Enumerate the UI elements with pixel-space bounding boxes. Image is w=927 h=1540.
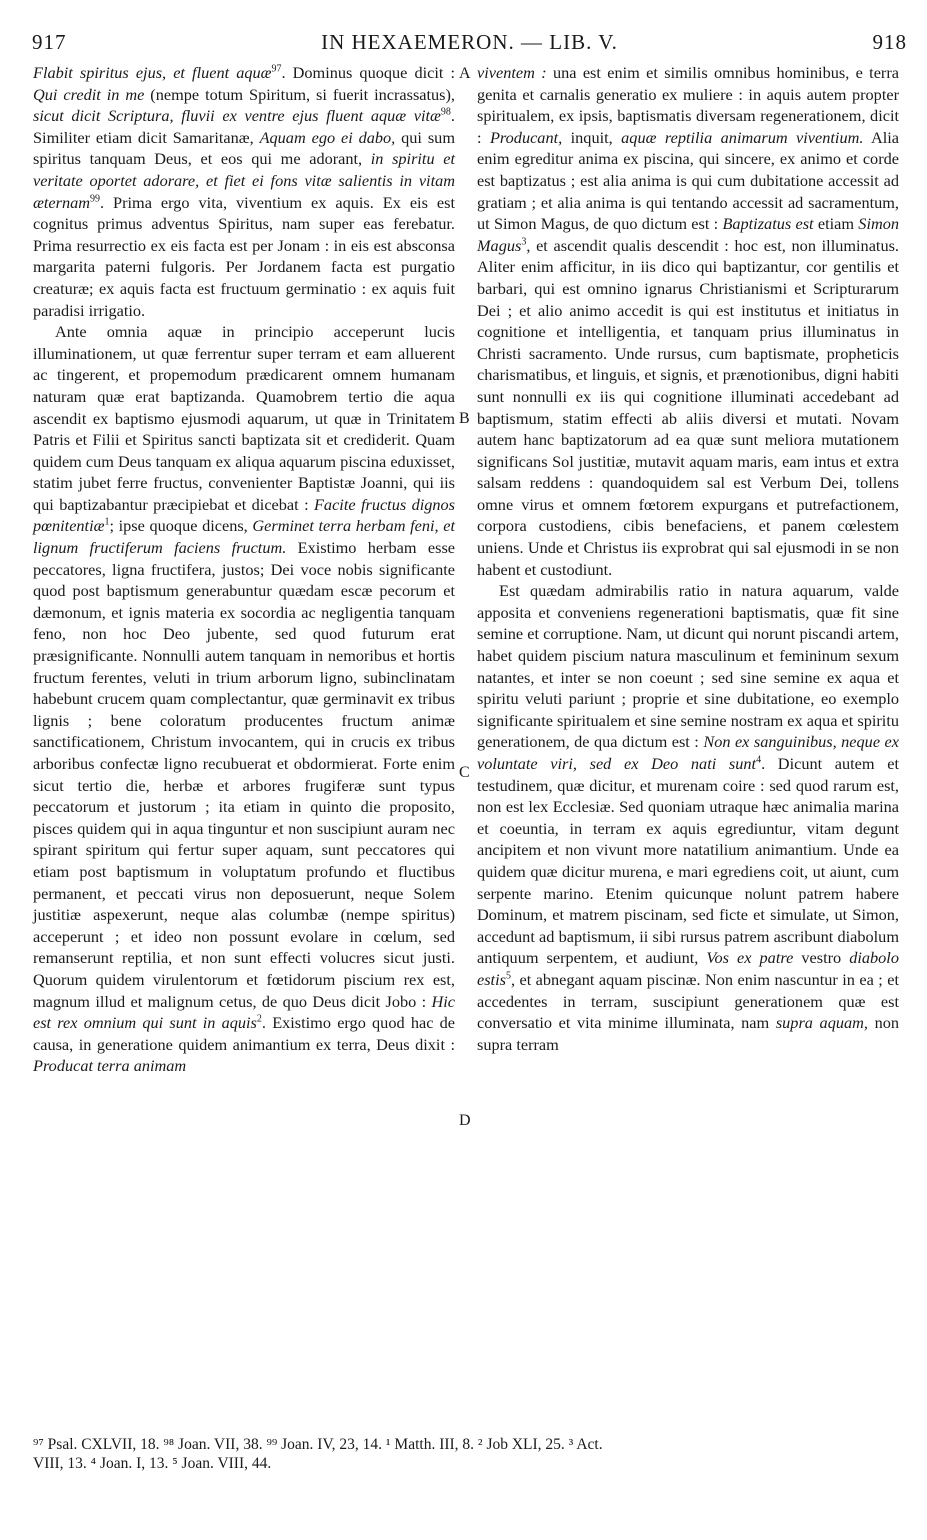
footnote-ref[interactable]: 98: [440, 106, 451, 118]
footnote-line: ⁹⁷ Psal. CXLVII, 18. ⁹⁸ Joan. VII, 38. ⁹⁹ Joan. IV, 23, 14. ¹ Matth. III, 8. ² Job XLI, 25. ³ Act.: [33, 1436, 603, 1453]
margin-letter-a: A: [459, 65, 471, 82]
footnote-ref[interactable]: 3: [521, 236, 527, 248]
footnote-ref[interactable]: 99: [89, 193, 100, 205]
paragraph: Ante omnia aquæ in principio acceperunt lucis illuminationem, ut quæ ferrentur super terram et eam alluerent ac tingerent, et propemodum prædicarent omnem humanam naturam quæ erat baptizanda. Quamobrem tertio die aqua ascendit ex baptismo ejusmodi aquarum, ut quæ in Trinitatem Patris et Filii et Spiritus sancti baptizata sit et crediderit. Quam quidem cum Deus tanquam ex aliqua aquarum piscina eduxisset, statim jubet ferre fructus, convenienter Baptistæ Joanni, qui iis qui baptizabantur præcipiebat et dicebat : Facite fructus dignos pœnitentiæ$^1$; ipse quoque dicens, Germinet terra herbam feni, et lignum fructiferum faciens fructum. Existimo herbam esse peccatores, ligna fructifera, justos; Dei voce nobis significante quod post baptismum generabuntur quædam escæ pecorum et dæmonum, et ignis materia ex socordia ac negligentia tanquam feno, non hoc Deo jubente, sed quod futurum erat præsignificante. Nonnulli autem tanquam in nemoribus et hortis fructum ferentes, veluti in trium arborum ligno, subinclinatam habebunt crucem quam complectantur, quæ germinavit ex tribus lignis ; bene coloratum producentes fructum animæ sanctificationem, Christum invocantem, qui in crucis ex tribus arboribus confectæ ligno recubuerat et obdormierat. Forte enim sicut tertio die, herbæ et arbores frugiferæ sunt typus peccatorum et justorum ; ita etiam in quinto die proposito, pisces quidem qui in aqua tinguntur et non suscipiunt auram nec spirant spiritum qui fertur super aquam, sunt peccatores qui etiam post baptismum in voluptatum profundo et fluctibus permanent, et peccati virus non deposuerunt, neque Solem justitiæ aspexerunt, neque alas columbæ (nempe spiritus) acceperunt ; et ideo non possunt evolare in cœlum, sed remanserunt reptilia, et non sunt effecti volucres sicut justi. Quorum quidem virulentorum et fœtidorum piscium rex est, magnum illud et malignum cetus, de quo Deus dicit Jobo : Hic est rex omnium qui sunt in aquis$^2$. Existimo ergo quod hac de causa, in generatione quidem animantium ex terra, Deus dixit : Producat terra animam: [33, 322, 456, 1076]
right-column: [477, 62, 899, 1055]
margin-letter-d: D: [459, 1112, 471, 1129]
running-header: [32, 30, 907, 64]
margin-letter-b: B: [459, 410, 470, 427]
footnote-ref[interactable]: 2: [256, 1013, 262, 1025]
page-number-left: 917: [32, 30, 67, 54]
page-number-right: 918: [872, 30, 907, 54]
paragraph: Est quædam admirabilis ratio in natura aquarum, valde apposita et conveniens regenerationi baptismatis, quæ fit sine semine et corruptione. Nam, ut dicunt qui norunt piscandi artem, habet quidem piscium natura masculinum et femininum sexum natantes, et inter se non coeunt ; sed sine semine ex aqua et spiritu veluti pariunt ; proprie et sine dubitatione, eo exemplo significante spiritualem et sine semine nostram ex aqua et spiritu generationem, de qua dictum est : Non ex sanguinibus, neque ex voluntate viri, sed ex Deo nati sunt$^4$. Dicunt autem et testudinem, quæ dicitur, et murenam coire : sed quod rarum est, non est lex Ecclesiæ. Sed quoniam utraque hæc animalia marina et coeuntia, in terram ex aquis egrediuntur, vitam degunt ancipitem et non vivunt more natatilium animantium. Unde ea quidem quæ dicitur murena, e mari egrediens coit, ut aiunt, cum serpente marino. Etenim quicunque nolunt patrem habere Dominum, et matrem piscinam, sed ficte et simulate, ut Simon, accedunt ad baptismum, ii sibi rursus patrem ascribunt diabolum antiquum serpentem, et audiunt, Vos ex patre vestro diabolo estis$^5$, et abnegant aquam piscinæ. Non enim nascuntur in ea ; et accedentes in terram, suscipiunt generationem quæ est conversatio et vita minime illuminata, nam supra aquam, non supra terram: [477, 581, 899, 1054]
running-title: IN HEXAEMERON. — LIB. V.: [321, 30, 618, 54]
paragraph: viventem : una est enim et similis omnibus hominibus, e terra genita et carnalis generatio ex muliere : in aquis autem propter spiritualem, ex ipsis, baptismatis diversam regenerationem, dicit : Producant, inquit, aquæ reptilia animarum viventium. Alia enim egreditur anima ex piscina, qui sincere, ex animo et corde est baptizatus ; est alia anima is qui cum dubitatione accessit ad gratiam ; et alia anima is qui tentando accessit ad sacramentum, ut Simon Magus, de quo dictum est : Baptizatus est etiam Simon Magus$^3$, et ascendit qualis descendit : hoc est, non illuminatus. Aliter enim afficitur, in iis dico qui baptizantur, cor gentilis et barbari, qui est omnino ignarus Christianismi et Scripturarum Dei ; et alio animo accedit is qui est institutus et initiatus in cognitione et intelligentia, et tanquam prius illuminatus in Christi sacramento. Unde rursus, cum baptismate, propheticis charismatibus, et linguis, et signis, et prænotionibus, digni habiti sunt nonnulli ex iis qui cognitione illuminati accedebant ad baptismum, statim effecti ab aliis diversi et mutati. Novam autem hanc baptizatorum ad ea quæ sunt meliora mutationem significans Sol justitiæ, mutavit aquam maris, eam intus et extra salsam reddens : quandoquidem sal est Verbum Dei, tollens omne virus et omnem fœtorem expurgans et putrefactionem, corpora custodiens, cibis benefaciens, et panem cœlestem uniens. Unde et Christus iis exprobrat qui sal ejusmodi in se non habent et custodiunt.: [477, 63, 900, 579]
footnote-ref[interactable]: 97: [271, 63, 282, 75]
footnote-line: VIII, 13. ⁴ Joan. I, 13. ⁵ Joan. VIII, 44.: [33, 1455, 272, 1472]
footnote-ref[interactable]: 5: [505, 970, 511, 982]
left-column: [33, 62, 455, 1077]
footnotes: [33, 1435, 901, 1473]
footnote-ref[interactable]: 1: [104, 517, 110, 529]
paragraph: Flabit spiritus ejus, et fluent aquæ$^{97}$. Dominus quoque dicit : Qui credit in me (nempe totum Spiritum, si fuerit incrassatus), sicut dicit Scriptura, fluvii ex ventre ejus fluent aquæ vitæ$^{98}$. Similiter etiam dicit Samaritanæ, Aquam ego ei dabo, qui sum spiritus tanquam Deus, et eos qui me adorant, in spiritu et veritate oportet adorare, et fiet ei fons vitæ salientis in vitam æternam$^{99}$. Prima ergo vita, viventium ex aquis. Ex eis est cognitus primus adventus Spiritus, nam super eas ferebatur. Prima resurrectio ex eis facta est per Jonam : in eis est absconsa margarita paterni fulgoris. Per Jordanem facta est purgatio creaturæ; ex aquis facta est fructuum germinatio : ex aquis fuit paradisi irrigatio.: [33, 63, 456, 320]
margin-letter-c: C: [459, 764, 470, 781]
footnote-ref[interactable]: 4: [756, 754, 762, 766]
